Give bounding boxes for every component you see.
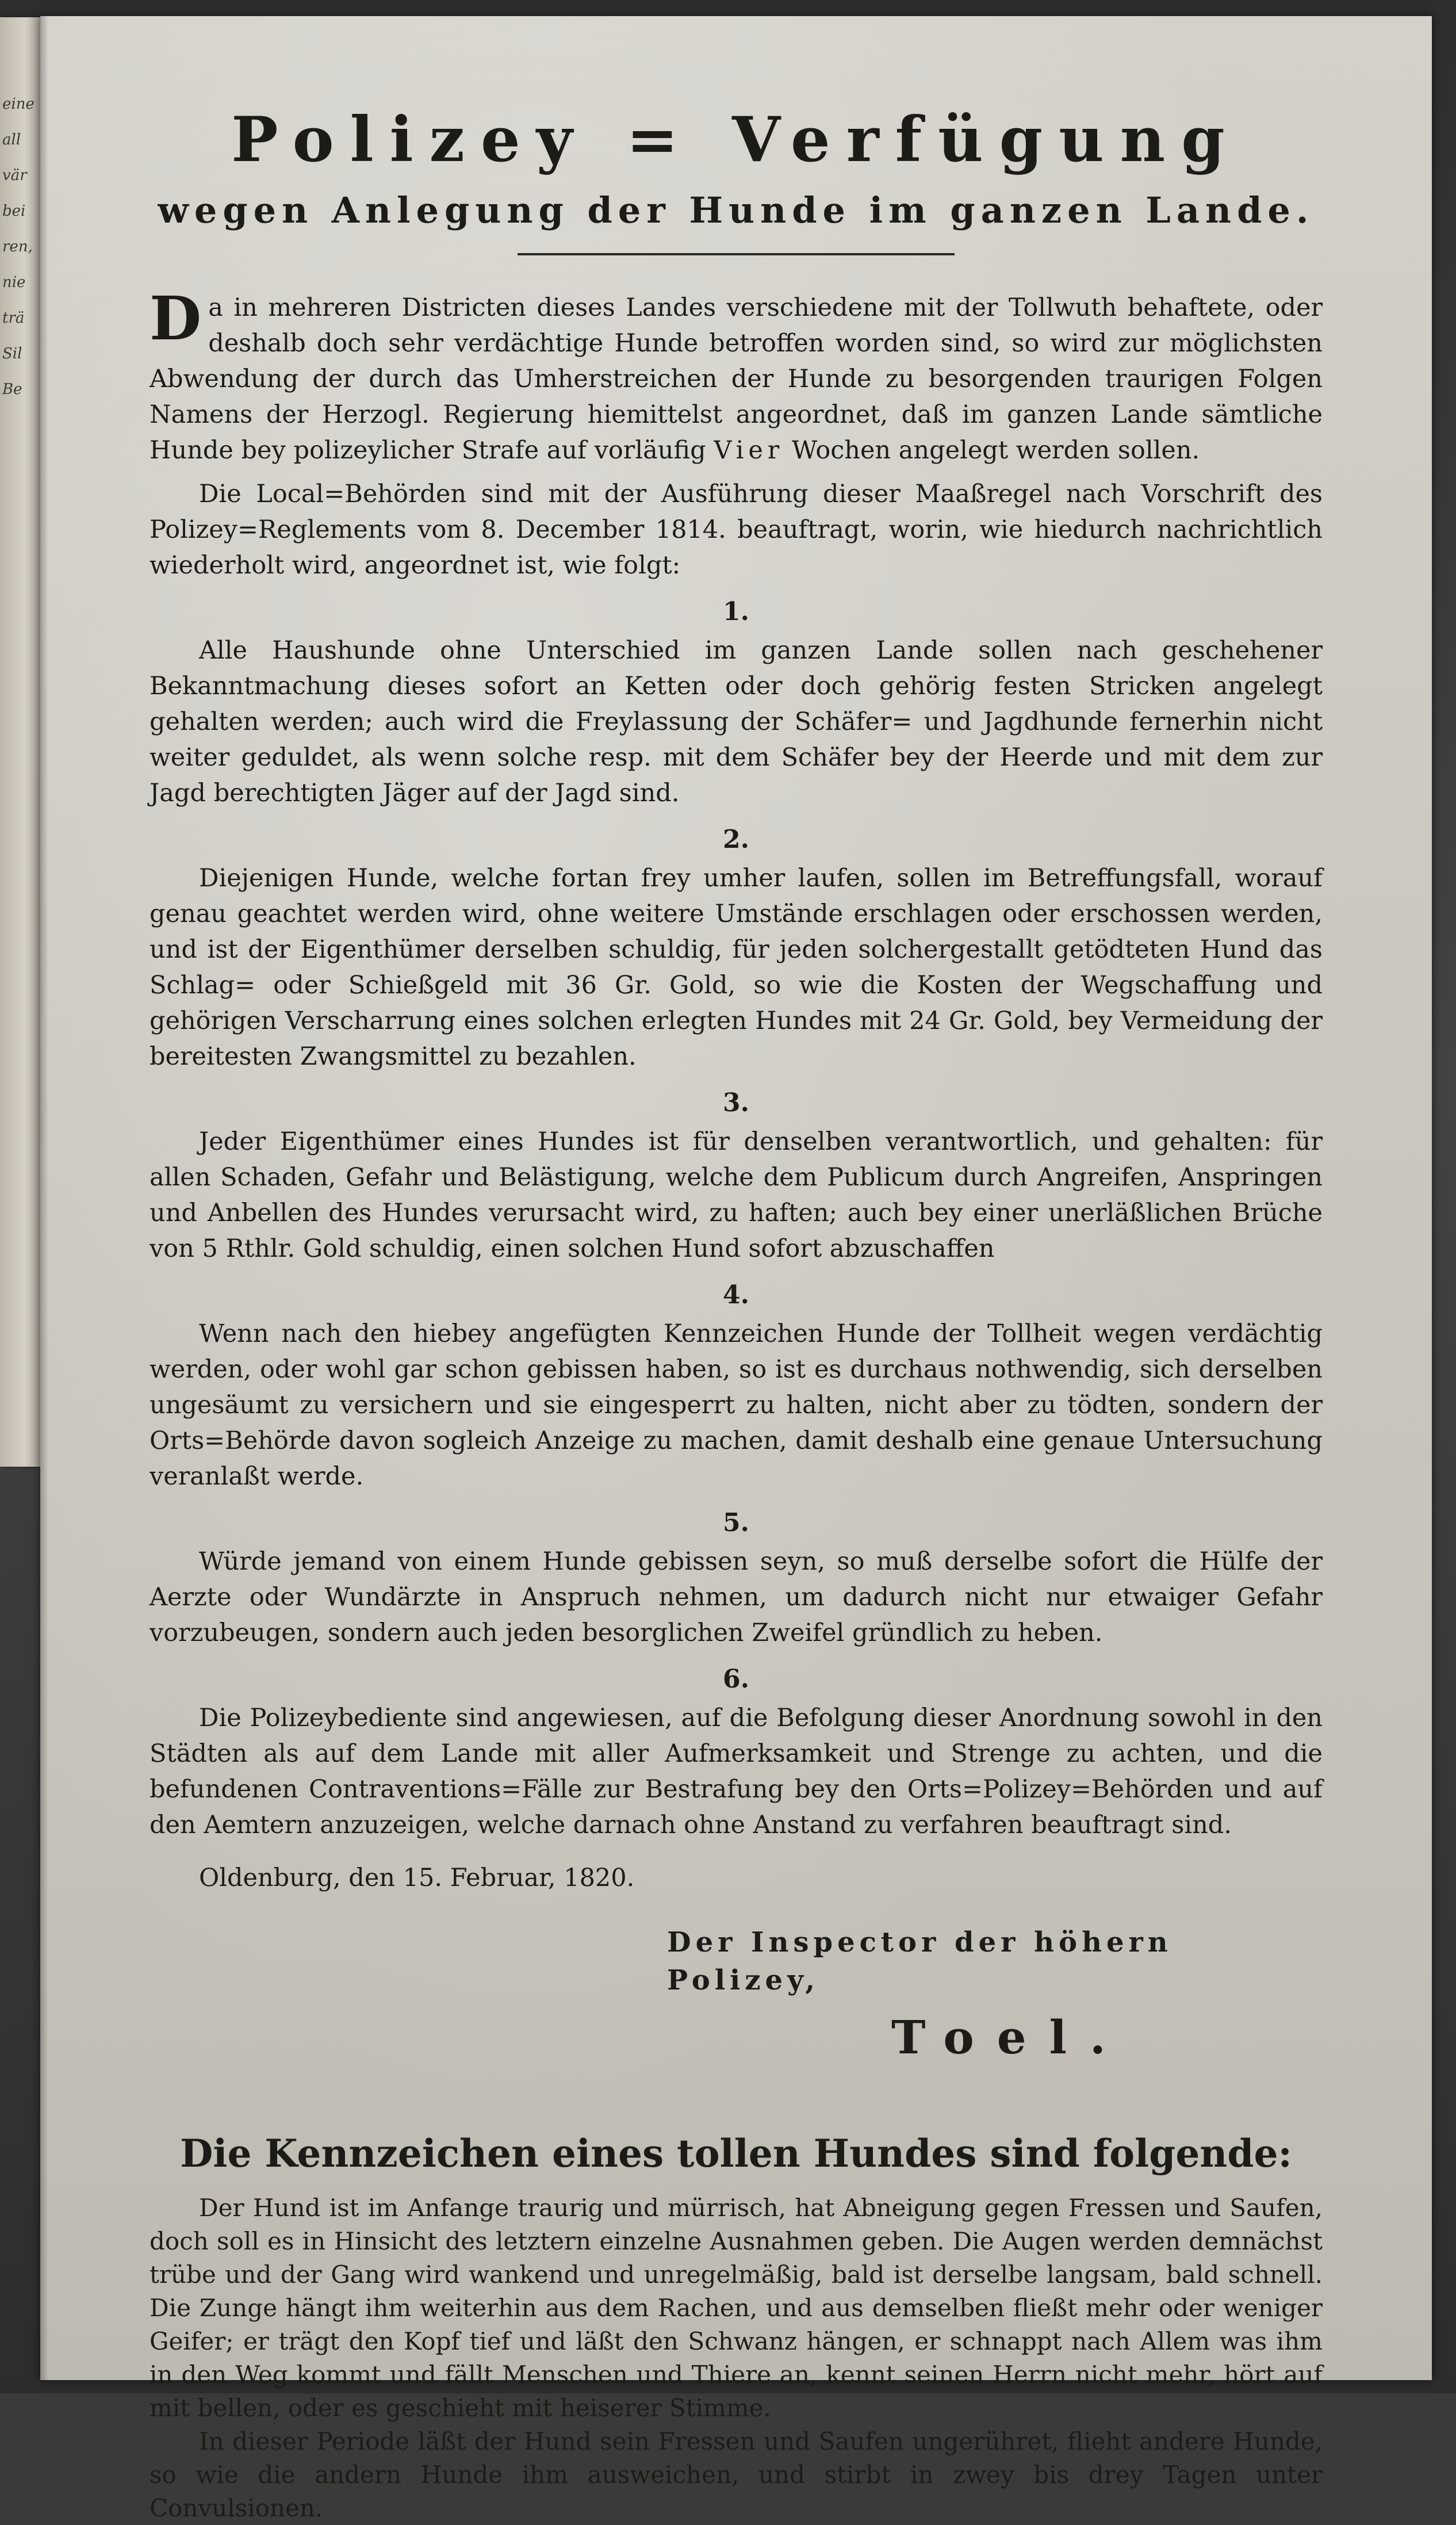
adjacent-page-fragment: all [2,131,21,148]
section-number: 3. [723,1088,749,1118]
intro-paragraph-2: Die Local=Behörden sind mit der Ausführung dieser Maaßregel nach Vorschrift des Polizey=Reglements vom 8. December 1814. beauftragt, worin, wie hiedurch nachrichtlich wiederholt wird, angeordnet ist, wie folgt: [150,480,1323,580]
adjacent-page-fragment: bei [2,202,26,220]
adjacent-page-fragment: ren, [2,238,33,255]
adjacent-page-fragment: Be [2,381,22,398]
adjacent-page-fragments [0,17,41,407]
signs-paragraph-2: In dieser Periode läßt der Hund sein Fressen und Saufen ungerühret, flieht andere Hunde, so wie die andern Hunde ihm ausweichen, und stirbt in zwey bis drey Tagen unter Convulsionen. [150,2427,1323,2522]
section-number: 1. [723,597,749,626]
section-text: Diejenigen Hunde, welche fortan frey umher laufen, sollen im Betreffungsfall, worauf genau geachtet werden wird, ohne weitere Umstände erschlagen oder erschossen werden, und ist der Eigenthümer derselben schuldig, für jeden solchergestallt getödteten Hund das Schlag= oder Schießgeld mit 36 Gr. Gold, so wie die Kosten der Wegschaffung und gehörigen Verscharrung eines solchen erlegten Hundes mit 24 Gr. Gold, bey Vermeidung der bereitesten Zwangsmittel zu bezahlen. [150,864,1323,1071]
section-text: Würde jemand von einem Hunde gebissen seyn, so muß derselbe sofort die Hülfe der Aerzte oder Wundärzte in Anspruch nehmen, um dadurch nicht nur etwaiger Gefahr vorzubeugen, sondern auch jeden besorglichen Zweifel gründlich zu heben. [150,1547,1323,1647]
intro-text: a in mehreren Districten dieses Landes verschiedene mit der Tollwuth behaftete, oder deshalb doch sehr verdächtige Hunde betroffen worden sind, so wird zur möglichsten Abwendung der durch das Umherstreichen der Hunde zu besorgenden traurigen Folgen Namens der Herzogl. Regierung hiemittelst angeordnet, daß im ganzen Lande sämtliche Hunde bey polizeylicher Strafe auf vorläufig [150,293,1323,465]
section-text: Wenn nach den hiebey angefügten Kennzeichen Hunde der Tollheit wegen verdächtig werden, oder wohl gar schon gebissen haben, so ist es durchaus nothwendig, sich derselben ungesäumt zu versichern und sie eingesperrt zu halten, nicht aber zu tödten, sondern der Orts=Behörde davon sogleich Anzeige zu machen, damit deshalb eine genaue Untersuchung veranlaßt werde. [150,1319,1323,1491]
section-number: 4. [723,1280,749,1310]
section-text: Alle Haushunde ohne Unterschied im ganzen Lande sollen nach geschehener Bekanntmachung dieses sofort an Ketten oder doch gehörig festen Stricken angelegt gehalten werden; auch wird die Freylassung der Schäfer= und Jagdhunde fernerhin nicht weiter geduldet, als wenn solche resp. mit dem Schäfer bey der Heerde und mit dem zur Jagd berechtigten Jäger auf der Jagd sind. [150,636,1323,808]
signature-name: Toel. [891,2010,1129,2064]
dateline: Oldenburg, den 15. Februar, 1820. [199,1864,635,1892]
adjacent-page-strip [0,17,41,1467]
section-number: 5. [723,1508,749,1537]
title-divider [518,253,955,255]
signs-paragraph-1: Der Hund ist im Anfange traurig und mürrisch, hat Abneigung gegen Fressen und Saufen, doch soll es in Hinsicht des letztern einzelne Ausnahmen geben. Die Augen werden demnächst trübe und der Gang wird wankend und unregelmäßig, bald ist derselbe langsam, bald schnell. Die Zunge hängt ihm weiterhin aus dem Rachen, und aus demselben fließt mehr oder weniger Geifer; er trägt den Kopf tief und läßt den Schwanz hängen, er schnappt nach Allem was ihm in den Weg kommt und fällt Menschen und Thiere an, kennt seinen Herrn nicht mehr, hört auf mit bellen, oder es geschieht mit heiserer Stimme. [150,2194,1323,2422]
document-sheet [40,16,1432,2522]
intro-paragraph [150,283,1323,468]
document-content [150,91,1323,2525]
drop-cap: D [150,283,202,354]
adjacent-page-fragment: nie [2,274,26,291]
section-text: Jeder Eigenthümer eines Hundes ist für denselben verantwortlich, und gehalten: für allen Schaden, Gefahr und Belästigung, welche dem Publicum durch Angreifen, Anspringen und Anbellen des Hundes verursacht wird, zu haften; auch bey einer unerläßlichen Brüche von 5 Rthlr. Gold schuldig, einen solchen Hund sofort abzuschaffen [150,1127,1323,1263]
adjacent-page-fragment: vär [2,167,27,184]
signs-title: Die Kennzeichen eines tollen Hundes sind folgende: [180,2131,1292,2176]
document-subtitle: wegen Anlegung der Hunde im ganzen Lande. [158,189,1315,231]
section-text: Die Polizeybediente sind angewiesen, auf die Befolgung dieser Anordnung sowohl in den Städten als auf dem Lande mit aller Aufmerksamkeit und Strenge zu achten, und die befundenen Contraventions=Fälle zur Bestrafung bey den Orts=Polizey=Behörden und auf den Aemtern anzuzeigen, welche darnach ohne Anstand zu verfahren beauftragt sind. [150,1704,1323,1839]
signature-office: Der Inspector der höhern Polizey, [667,1926,1173,1996]
intro-text-end: Wochen angelegt werden sollen. [792,436,1200,465]
section-number: 6. [723,1665,749,1694]
document-title: Polizey = Verfügung [231,104,1241,176]
intro-text-spaced: Vier [714,436,784,465]
ordinance-sections [150,596,1323,1843]
adjacent-page-fragment: eine [2,95,35,113]
section-number: 2. [723,825,749,854]
adjacent-page-fragment: trä [2,309,25,327]
adjacent-page-fragment: Sil [2,345,22,362]
